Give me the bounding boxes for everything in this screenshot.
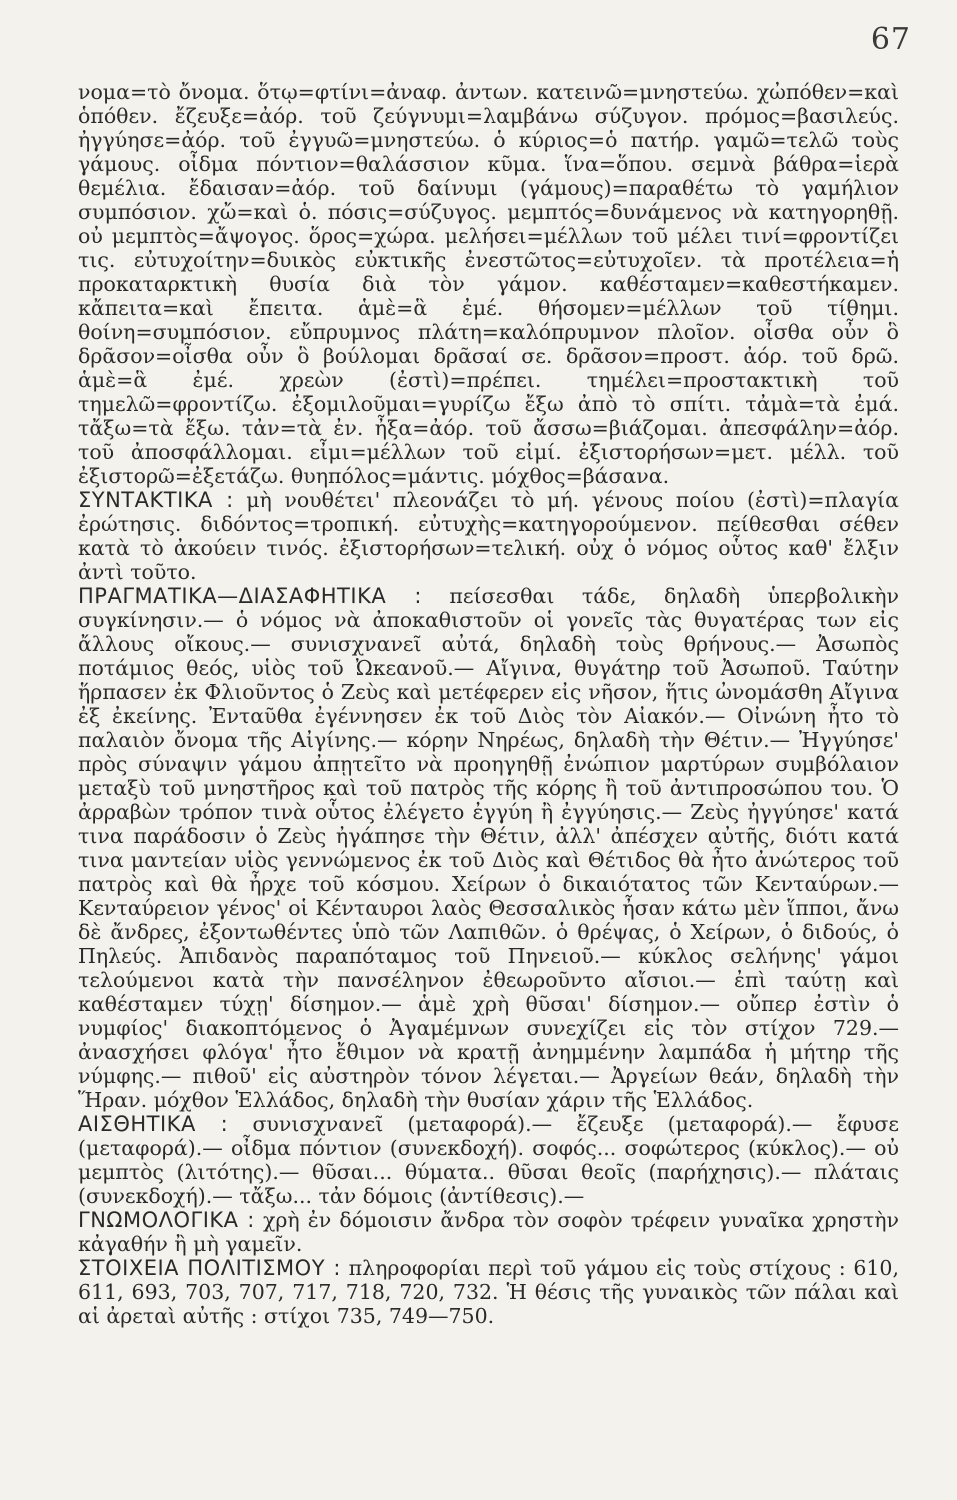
section-heading: ΑΙΣΘΗΤΙΚΑ : — [78, 1112, 229, 1136]
section-syntaktika — [78, 488, 899, 584]
section-heading: ΠΡΑΓΜΑΤΙΚΑ—ΔΙΑΣΑΦΗΤΙΚΑ : — [78, 584, 422, 608]
section-text: μὴ νουθέτει' πλεονάζει τὸ μή. γένους ποίου (ἐστὶ)=πλαγία ἐρώτησις. διδόντος=τροπική. εὐτυχὴς=κατηγορούμενον. πείθεσθαι σέθεν κατὰ τὸ ἀκούειν τινός. ἐξιστορήσων=τελική. οὐχ ὁ νόμος οὗτος καθ' ἔλξιν ἀντὶ τοῦτο. — [78, 488, 899, 584]
section-text: πείσεσθαι τάδε, δηλαδὴ ὑπερβολικὴν συγκίνησιν.— ὁ νόμος νὰ ἀποκαθιστοῦν οἱ γονεῖς τὰς θυγατέρας των εἰς ἄλλους οἴκους.— συνισχνανεῖ αὐτά, δηλαδὴ τοὺς θρήνους.— Ἀσωπὸς ποτάμιος θεός, υἱὸς τοῦ Ὠκεανοῦ.— Αἴγινα, θυγάτηρ τοῦ Ἀσωποῦ. Ταύτην ἥρπασεν ἐκ Φλιοῦντος ὁ Ζεὺς καὶ μετέφερεν εἰς νῆσον, ἥτις ὠνομάσθη Αἴγινα ἐξ ἐκείνης. Ἐνταῦθα ἐγέννησεν ἐκ τοῦ Διὸς τὸν Αἰακόν.— Οἰνώνη ἦτο τὸ παλαιὸν ὄνομα τῆς Αἰγίνης.— κόρην Νηρέως, δηλαδὴ τὴν Θέτιν.— Ἠγγύησε' πρὸς σύναψιν γάμου ἀπῃτεῖτο νὰ προηγηθῇ ἐνώπιον μαρτύρων συμβόλαιον μεταξὺ τοῦ μνηστῆρος καὶ τοῦ πατρὸς τῆς κόρης ἢ τοῦ ἀντιπροσώπου του. Ὁ ἀρραβὼν τρόπον τινὰ οὗτος ἐλέγετο ἐγγύη ἢ ἐγγύησις.— Ζεὺς ἠγγύησε' κατά τινα παράδοσιν ὁ Ζεὺς ἠγάπησε τὴν Θέτιν, ἀλλ' ἀπέσχεν αὐτῆς, διότι κατά τινα μαντείαν υἱὸς γεννώμενος ἐκ τοῦ Διὸς καὶ Θέτιδος θὰ ἦτο ἀνώτερος τοῦ πατρὸς καὶ θὰ ἦρχε τοῦ κόσμου. Χείρων ὁ δικαιότατος τῶν Κενταύρων.— Κενταύρειον γένος' οἱ Κένταυροι λαὸς Θεσσαλικὸς ἦσαν κάτω μὲν ἵπποι, ἄνω δὲ ἄνδρες, ἐξοντωθέντες ὑπὸ τῶν Λαπιθῶν. ὁ θρέψας, ὁ Χείρων, ὁ διδούς, ὁ Πηλεύς. Ἀπιδανὸς παραπόταμος τοῦ Πηνειοῦ.— κύκλος σελήνης' γάμοι τελούμενοι κατὰ τὴν πανσέληνον ἐθεωροῦντο αἴσιοι.— ἐπὶ ταύτῃ καὶ καθέσταμεν τύχῃ' δίσημον.— ἁμὲ χρὴ θῦσαι' δίσημον.— οὔπερ ἐστὶν ὁ νυμφίος' διακοπτόμενος ὁ Ἀγαμέμνων συνεχίζει εἰς τὸν στίχον 729.— ἀνασχήσει φλόγα' ἦτο ἔθιμον νὰ κρατῇ ἀνημμένην λαμπάδα ἡ μήτηρ τῆς νύμφης.— πιθοῦ' εἰς αὐστηρὸν τόνον λέγεται.— Ἀργείων θεάν, δηλαδὴ τὴν Ἥραν. μόχθον Ἑλλάδος, δηλαδὴ τὴν θυσίαν χάριν τῆς Ἑλλάδος. — [78, 584, 899, 1112]
section-text: χρὴ ἐν δόμοισιν ἄνδρα τὸν σοφὸν τρέφειν γυναῖκα χρηστὴν κἀγαθήν ἢ μὴ γαμεῖν. — [78, 1208, 899, 1256]
section-text: πληροφορίαι περὶ τοῦ γάμου εἰς τοὺς στίχους : 610, 611, 693, 703, 707, 717, 718, 720, 732. Ἡ θέσις τῆς γυναικὸς τῶν πάλαι καὶ αἱ ἀρεταὶ αὐτῆς : στίχοι 735, 749—750. — [78, 1256, 899, 1328]
section-aisthitika — [78, 1112, 899, 1208]
page-number: 67 — [870, 22, 911, 57]
section-gnomologika — [78, 1208, 899, 1256]
commentary-body — [78, 80, 899, 1328]
section-heading: ΣΥΝΤΑΚΤΙΚΑ : — [78, 488, 234, 512]
section-heading: ΓΝΩΜΟΛΟΓΙΚΑ : — [78, 1208, 255, 1232]
section-heading: ΣΤΟΙΧΕΙΑ ΠΟΛΙΤΙΣΜΟΥ : — [78, 1256, 341, 1280]
section-text: συνισχνανεῖ (μεταφορά).— ἔζευξε (μεταφορά).— ἔφυσε (μεταφορά).— οἶδμα πόντιον (συνεκδοχή). σοφός... σοφώτερος (κύκλος).— οὐ μεμπτὸς (λιτότης).— θῦσαι... θύματα.. θῦσαι θεοῖς (παρήχησις).— πλάταις (συνεκδοχή).— τἄξω... τἀν δόμοις (ἀντίθεσις).— — [78, 1112, 899, 1208]
section-stoicheia-politismou — [78, 1256, 899, 1328]
section-pragmatika — [78, 584, 899, 1112]
glossary-paragraph: νομα=τὸ ὄνομα. ὅτῳ=φτίνι=ἀναφ. ἀντων. κατεινῶ=μνηστεύω. χὠπόθεν=καὶ ὁπόθεν. ἔζευξε=ἀόρ. τοῦ ζεύγνυμι=λαμβάνω σύζυγον. πρόμος=βασιλεύς. ἠγγύησε=ἀόρ. τοῦ ἐγγυῶ=μνηστεύω. ὁ κύριος=ὁ πατήρ. γαμῶ=τελῶ τοὺς γάμους. οἶδμα πόντιον=θαλάσσιον κῦμα. ἵνα=ὅπου. σεμνὰ βάθρα=ἱερὰ θεμέλια. ἔδαισαν=ἀόρ. τοῦ δαίνυμι (γάμους)=παραθέτω τὸ γαμήλιον συμπόσιον. χὤ=καὶ ὁ. πόσις=σύζυγος. μεμπτός=δυνάμενος νὰ κατηγορηθῇ. οὐ μεμπτὸς=ἄψογος. ὅρος=χώρα. μελήσει=μέλλων τοῦ μέλει τινί=φροντίζει τις. εὐτυχοίτην=δυικὸς εὐκτικῆς ἐνεστῶτος=εὐτυχοῖεν. τὰ προτέλεια=ἡ προκαταρκτικὴ θυσία διὰ τὸν γάμον. καθέσταμεν=καθεστήκαμεν. κἄπειτα=καὶ ἔπειτα. ἁμὲ=ἃ ἐμέ. θήσομεν=μέλλων τοῦ τίθημι. θοίνη=συμπόσιον. εὔπρυμνος πλάτη=καλόπρυμνον πλοῖον. οἶσθα οὖν ὃ δρᾶσον=οἶσθα οὖν ὃ βούλομαι δρᾶσαί σε. δρᾶσον=προστ. ἀόρ. τοῦ δρῶ. ἁμὲ=ἃ ἐμέ. χρεὼν (ἐστὶ)=πρέπει. τημέλει=προστακτικὴ τοῦ τημελῶ=φροντίζω. ἐξομιλοῦμαι=γυρίζω ἔξω ἀπὸ τὸ σπίτι. τἀμὰ=τὰ ἐμά. τἄξω=τὰ ἔξω. τἀν=τὰ ἐν. ἦξα=ἀόρ. τοῦ ἄσσω=βιάζομαι. ἀπεσφάλην=ἀόρ. τοῦ ἀποσφάλλομαι. εἶμι=μέλλων τοῦ εἰμί. ἐξιστορήσων=μετ. μέλλ. τοῦ ἐξιστορῶ=ἐξετάζω. θυηπόλος=μάντις. μόχθος=βάσανα. — [78, 80, 899, 488]
